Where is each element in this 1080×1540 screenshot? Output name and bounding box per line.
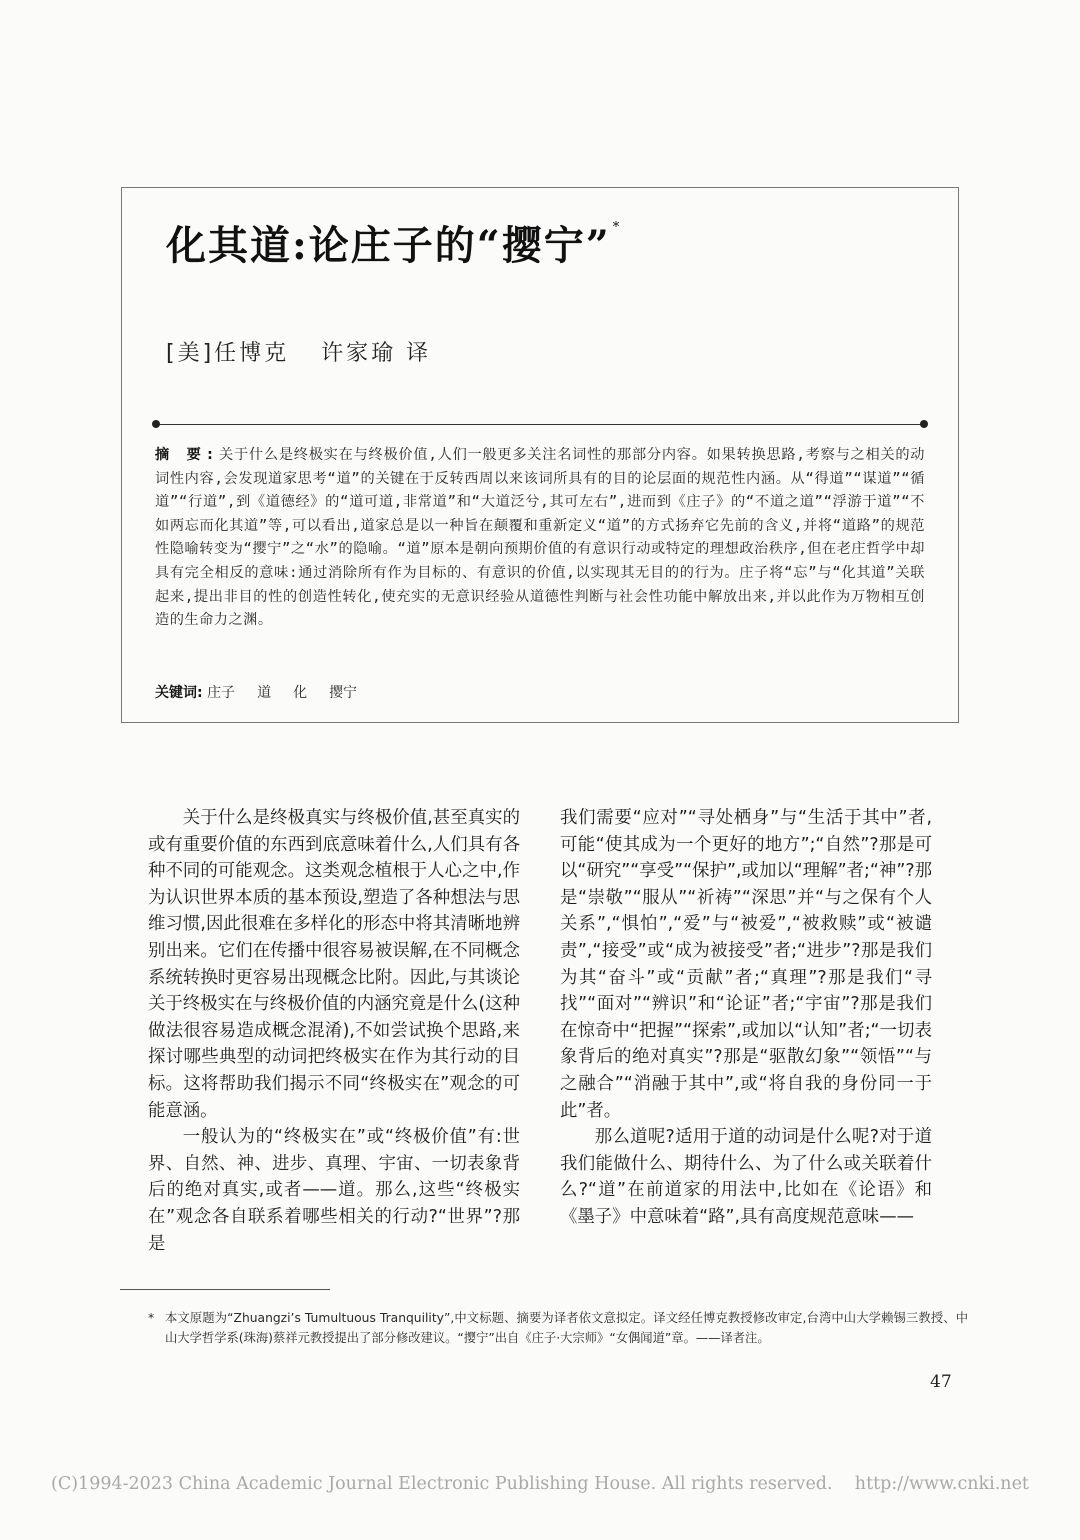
title-text: 化其道:论庄子的“撄宁” xyxy=(166,222,611,269)
footnote xyxy=(148,1308,968,1348)
footnote-mark: * xyxy=(148,1311,155,1325)
body-column-left xyxy=(148,805,520,1257)
divider-dot-left xyxy=(152,420,160,428)
keyword: 化 xyxy=(293,685,308,701)
title-note-mark[interactable]: * xyxy=(612,219,622,235)
body-paragraph: 那么道呢?适用于道的动词是什么呢?对于道我们能做什么、期待什么、为了什么或关联着什么?“道”在前道家的用法中,比如在《论语》和《墨子》中意味着“路”,具有高度规范意味—— xyxy=(560,1127,932,1227)
footnote-text: 本文原题为“Zhuangzi’s Tumultuous Tranquility”,中文标题、摘要为译者依文意拟定。译文经任博克教授修改审定,台湾中山大学赖锡三教授、中山大学哲学系(珠海)蔡祥元教授提出了部分修改建议。“撄宁”出自《庄子·大宗师》“女偶闻道”章。——译者注。 xyxy=(165,1311,968,1345)
keywords xyxy=(155,682,379,702)
author-name: [美]任博克 xyxy=(166,341,290,366)
body-paragraph: 一般认为的“终极实在”或“终极价值”有:世界、自然、神、进步、真理、宇宙、一切表象背后的绝对真实,或者——道。那么,这些“终极实在”观念各自联系着哪些相关的行动?“世界”?那是 xyxy=(148,1127,520,1254)
body-paragraph: 关于什么是终极真实与终极价值,甚至真实的或有重要价值的东西到底意味着什么,人们具有各种不同的可能观念。这类观念植根于人心之中,作为认识世界本质的基本预设,塑造了各种想法与思维习惯,因此很难在多样化的形态中将其清晰地辨别出来。它们在传播中很容易被误解,在不同概念系统转换时更容易出现概念比附。因此,与其谈论关于终极实在与终极价值的内涵究竟是什么(这种做法很容易造成概念混淆),不如尝试换个思路,来探讨哪些典型的动词把终极实在作为其行动的目标。这将帮助我们揭示不同“终极实在”观念的可能意涵。 xyxy=(148,808,520,1121)
article-title xyxy=(166,214,621,271)
abstract-text: 关于什么是终极实在与终极价值,人们一般更多关注名词性的那部分内容。如果转换思路,考察与之相关的动词性内容,会发现道家思考“道”的关键在于反转西周以来该词所具有的目的论层面的规范性内涵。从“得道”“谋道”“循道”“行道”,到《道德经》的“道可道,非常道”和“大道泛兮,其可左右”,进而到《庄子》的“不道之道”“浮游于道”“不如两忘而化其道”等,可以看出,道家总是以一种旨在颠覆和重新定义“道”的方式扬弃它先前的含义,并将“道路”的规范性隐喻转变为“撄宁”之“水”的隐喻。“道”原本是朝向预期价值的有意识行动或特定的理想政治秩序,但在老庄哲学中却具有完全相反的意味:通过消除所有作为目标的、有意识的价值,以实现其无目的的行为。庄子将“忘”与“化其道”关联起来,提出非目的性的创造性转化,使充实的无意识经验从道德性判断与社会性功能中解放出来,并以此作为万物相互创造的生命力之渊。 xyxy=(155,447,925,629)
keyword: 道 xyxy=(257,685,272,701)
divider-dot-right xyxy=(920,420,928,428)
byline xyxy=(166,336,431,367)
divider-rule xyxy=(155,424,925,425)
copyright-watermark: (C)1994-2023 China Academic Journal Electronic Publishing House. All rights reserved. http://www.cnki.net xyxy=(51,1474,1029,1494)
page-number: 47 xyxy=(930,1372,952,1392)
keyword: 撄宁 xyxy=(329,685,358,701)
keywords-label: 关键词: xyxy=(155,685,203,701)
footnote-rule xyxy=(120,1289,330,1290)
body-paragraph: 我们需要“应对”“寻处栖身”与“生活于其中”者,可能“使其成为一个更好的地方”;“自然”?那是可以“研究”“享受”“保护”,或加以“理解”者;“神”?那是“崇敬”“服从”“祈祷”“深思”并“与之保有个人关系”,“惧怕”,“爱”与“被爱”,“被救赎”或“被谴责”,“接受”或“成为被接受”者;“进步”?那是我们为其“奋斗”或“贡献”者;“真理”?那是我们“寻找”“面对”“辨识”和“论证”者;“宇宙”?那是我们在惊奇中“把握”“探索”,或加以“认知”者;“一切表象背后的绝对真实”?那是“驱散幻象”“领悟”“与之融合”“消融于其中”,或“将自我的身份同一于此”者。 xyxy=(560,808,932,1121)
translator-name: 许家瑜 译 xyxy=(321,341,432,366)
abstract xyxy=(155,444,925,633)
keyword: 庄子 xyxy=(207,685,236,701)
abstract-label: 摘 要: xyxy=(155,447,219,463)
body-column-right xyxy=(560,805,932,1231)
